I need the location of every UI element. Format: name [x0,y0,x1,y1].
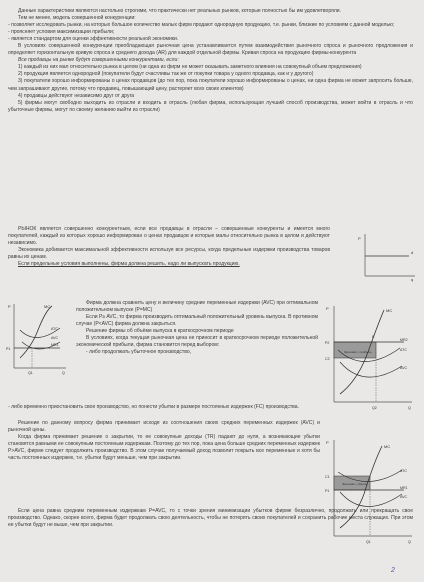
curve-label-mr: MR2 [400,338,408,342]
paragraph: 4) продавцы действуют независимо друг от друга [18,92,135,99]
curve-label-d: d [411,250,414,255]
axis-label-q1: Q1 [366,540,371,544]
axis-label-p: P [326,440,329,445]
paragraph: В условиях, когда текущая рыночная цена не приносит в краткосрочном периоде положительной экономической прибыли, фирма становится перед выбором: [76,335,318,349]
bottom-text [8,508,413,529]
curve-label-atc: ATC [51,327,58,331]
paragraph: Если цена равна средним переменным издержкам P=AVC, то с точки зрения минимизации убытков фирме безразлично, продолжать или прекращать свое производство. Однако, скорее всего, фирма будет продолжать свою деятельность, чтобы не потерять своих покупателей и сохранить рабочие места служащих. При этом ее убытки будут не выше, чем при закрытии. [8,508,413,529]
paragraph: 5) фирмы могут свободно выходить из отрасли и входить в отрасль (любая фирма, использующая лучший способ производства, может войти в отрасль и что убыточные фирмы, могут по своему желанию выйти из отрасли) [8,99,413,113]
paragraph: 1) каждый из них мал относительно рынка в целом (ни одна из фирм не может оказывать заметного влияния на совокупный объем предложения) [18,64,362,71]
axis-label-q1: Q1 [28,371,33,375]
curve-label-atc: ATC [400,469,407,473]
demand-graph [357,232,417,282]
loss-graph [324,436,414,546]
point-label-e: E [372,335,375,339]
axis-label-q2: Q2 [372,406,377,410]
axis-label-p: P [358,236,361,241]
axis-label-p: P [8,304,11,309]
curve-label-mc: MC [44,304,51,309]
curve-label-mr: MR1 [51,343,59,347]
paragraph: 3) покупатели хорошо информированы о ценах продавцов (до тех пор, пока покупатели хорошо информированы о ценах, ни одна фирма не может запросить больше, чем запрашивают другие, потому что продавец, повышающий цену, растеряет всех своих клиентов) [8,78,413,92]
axis-label-q: Q [408,540,411,544]
cost-graph-left [8,300,68,375]
curve-label-mc: MC [386,308,393,313]
profit-note: Экономич. прибыль [344,350,372,354]
axis-label-p1: P1 [6,347,11,351]
axis-label-p: P [326,306,329,311]
intro-text [8,8,413,114]
paragraph: Экономика добивается максимальной эффективности используя все ресурсы, когда предельные издержки производства товаров равны их ценам. [8,247,330,261]
profit-graph [324,302,414,412]
paragraph: - позволяет исследовать рынки, на которых большое количество малых фирм продают однородную продукцию, т.е. рынки, близкие по условиям с данной моделью; [8,22,395,29]
curve-label-mr: MR1 [400,486,408,490]
paragraph: Решение по данному вопросу фирма принимает исходя из соотношения своих средних переменных издержек (AVC) и рыночной цены. [8,420,320,434]
paragraph: - является стандартом для оценки эффективности реальной экономики. [8,36,179,43]
axis-label-c2: C2 [325,357,330,361]
paragraph: - проясняет условия максимизации прибыли; [8,29,115,36]
axis-label-p1: P1 [325,489,330,493]
curve-label-atc: ATC [400,348,407,352]
lower-text [8,420,320,462]
paragraph: - либо временно приостановить свое производство, но понести убытки в размере постоянных издержек (FC) производства. [8,404,300,410]
axis-label-q: q [411,277,414,282]
paragraph: Тем не менее, модель совершенной конкуренции: [18,15,136,22]
paragraph: Все продавцы на рынке будут совершенными конкурентами, если: [18,57,179,64]
middle-text [76,300,318,356]
paragraph: Если P≥ AVC, то фирма производить оптимальный положительный уровень выпуска. В противном случае (P<AVC) фирма должна закрыться. [76,314,318,328]
loss-note: Экономич. убытки [342,482,368,486]
paragraph: Если предельные условия выполнены, фирма должна решить, надо ли выпускать продукцию. [18,261,240,268]
paragraph: Решение фирмы об объёме выпуска в краткосрочном периоде [86,328,234,335]
axis-label-p2: P2 [325,341,330,345]
paragraph: 2) продукция является однородной (покупатели будут счастливы так же от покупки товара у одного продавца, как и у другого) [18,71,314,78]
paragraph: - либо продолжать убыточное производство, [86,349,192,356]
axis-label-c1: C1 [325,475,330,479]
market-text [8,226,330,268]
choice-text [8,404,320,411]
page-number: 2 [391,567,395,574]
curve-label-avc: AVC [400,495,408,499]
paragraph: РЫНОК является совершенно конкурентным, если все продавцы в отрасли – совершенные конкуренты и имеется много покупателей, каждый из которых хорошо информирован о ценах продавцов и которые малы относительно рынка в целом и действуют независимо. [8,226,330,247]
axis-label-q: Q [62,371,65,375]
paragraph: В условиях совершенной конкуренции преобладающая рыночная цена устанавливается путем взаимодействия рыночного спроса и рыночного предложения и определяет горизонтальную кривую спроса и среднего дохода (AR) для каждой отдельной фирмы. Кривая спроса на продукцию фирмы-конкурента [8,43,413,57]
curve-label-avc: AVC [400,366,408,370]
paragraph: Данные характеристики являются настольно строгими, что практически нет реальных рынков, которые полностью бы им удовлетворяли. [18,8,341,14]
paragraph: Когда фирма принимает решение о закрытии, то ее совокупные доходы (TR) падают до нуля, а возникающие убытки становятся равными ее совокупным постоянным издержкам. Поэтому до тех пор, пока цена больше средних переменных издержек P>AVC, фирме следует продолжить производство. В этом случае получаемый доход позволит покрыть все переменные и хотя бы часть постоянных издержек, т.е. убытки будут меньше, чем при закрытии. [8,434,320,462]
curve-label-avc: AVC [51,336,59,340]
curve-label-mc: MC [384,444,391,449]
paragraph: Фирма должна сравнить цену и величину средние переменные издержки (AVC) при оптимальном положительном выпуске (P=MC) [76,300,318,314]
axis-label-q: Q [408,406,411,410]
